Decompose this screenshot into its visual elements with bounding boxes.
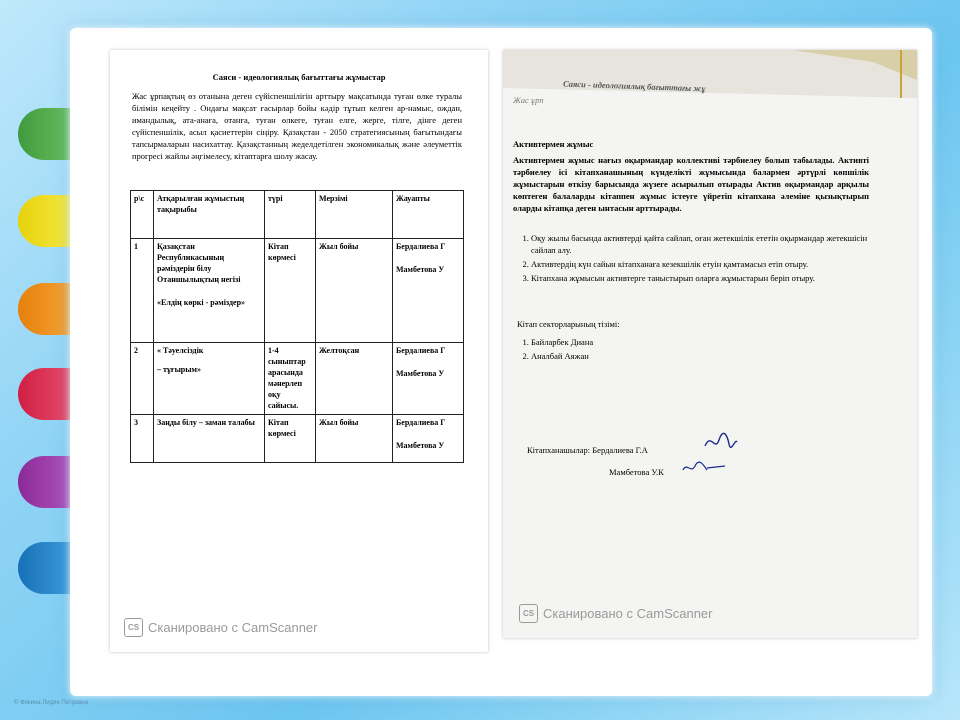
- list-item: 2. Активтердің күн сайын кітапханаға кезекшілік етуін қамтамасыз етіп отыру.: [531, 258, 879, 270]
- cell-topic: [154, 343, 265, 415]
- list-item: 1. Байларбек Диана: [531, 336, 831, 348]
- table-row: [131, 343, 464, 415]
- cell-resp-1: Бердалиева Г: [396, 346, 446, 355]
- signature-1-graphic: [703, 430, 739, 452]
- cell-resp-2: Мамбетова У: [396, 265, 445, 274]
- tasks-list: [515, 232, 879, 286]
- cell-date: Жыл бойы: [316, 239, 393, 343]
- back-page-title-peek: Саяси - идеологиялық бағыттағы жұ: [562, 78, 706, 94]
- events-table: [130, 190, 464, 463]
- cell-date: Желтоқсан: [316, 343, 393, 415]
- cell-topic-main: « Тәуелсіздік: [157, 346, 204, 355]
- sector-list: [515, 336, 831, 364]
- cell-topic-main: Қазақстан Республикасының рәміздерін білу Отаншылықтың негізі: [157, 242, 241, 284]
- table-row: [131, 415, 464, 463]
- left-page-title: Саяси - идеологиялық бағыттағы жұмыстар: [212, 72, 386, 82]
- librarians-label: Кітапханашылар: Бердалиева Г.А: [527, 445, 648, 455]
- cell-num: 1: [131, 239, 154, 343]
- cell-topic-sub: «Елдің көркі - рәміздер»: [157, 298, 246, 307]
- cell-type: Кітап көрмесі: [265, 415, 316, 463]
- camscanner-text: Сканировано с CamScanner: [148, 620, 318, 635]
- sector-title: Кітап секторларының тізімі:: [517, 319, 620, 329]
- back-page-text-peek: Жас ұрп: [513, 95, 544, 105]
- signature-2-graphic: [681, 460, 727, 476]
- col-header-num: р\с: [131, 191, 154, 239]
- col-header-date: Мерзімі: [316, 191, 393, 239]
- table-row: [131, 239, 464, 343]
- col-header-topic: Атқарылған жұмыстың тақырыбы: [154, 191, 265, 239]
- list-item: 1. Оқу жылы басында активтерді қайта сайлап, оған жетекшілік ететін оқырмандар жетекшісін сайлап алу.: [531, 232, 879, 256]
- cell-responsible: [393, 343, 464, 415]
- cell-topic: [154, 239, 265, 343]
- list-item: 2. Аналбай Аяжан: [531, 350, 831, 362]
- section-paragraph: Активтермен жұмыс нағыз оқырмандар коллективі тәрбиелеу болып табылады. Активті тәрбиелеу ісі кітапханашының күнделікті жұмысында балармен әртүрлі көпшілік жұмыстарын өткізу барысында жүзеге асырылып отырады Актив оқырмандар арқылы көптеген балаларды кітаппен жұмыс істеуге үйретіп кітапхана әлеміне қызықтырып оларды кітапқа деген ынтасын арттырады.: [513, 155, 869, 213]
- scanned-page-left: [110, 50, 488, 652]
- cell-responsible: [393, 239, 464, 343]
- list-item: 3. Кітапхана жұмысын активтерге таныстырып оларға жұмыстарын беріп отыру.: [531, 272, 879, 284]
- cell-resp-1: Бердалиева Г: [396, 242, 446, 251]
- cell-responsible: [393, 415, 464, 463]
- scanned-page-right: [503, 50, 917, 638]
- cell-num: 2: [131, 343, 154, 415]
- col-header-type: түрі: [265, 191, 316, 239]
- camscanner-watermark: [124, 618, 317, 637]
- camscanner-text: Сканировано с CamScanner: [543, 606, 713, 621]
- cell-resp-1: Бердалиева Г: [396, 418, 446, 427]
- camscanner-watermark: [519, 604, 712, 623]
- cell-topic-sub: – тұғырым»: [157, 365, 201, 374]
- copyright-footer: © Фокина Лидия Петровна: [14, 700, 89, 706]
- cell-resp-2: Мамбетова У: [396, 441, 445, 450]
- cell-date: Жыл бойы: [316, 415, 393, 463]
- cell-type: 1-4 сыныптар арасында мәнерлеп оқу сайысы.: [265, 343, 316, 415]
- table-header-row: [131, 191, 464, 239]
- left-page-intro: Жас ұрпақтың өз отанына деген сүйіспеншілігін арттыру мақсатында туған өлке туралы білімін кеңейту . Ондағы мақсат ғасырлар бойы кәдір тұтып келген ар-намыс, ождан, имандылық, ата-анаға, отанға, туған өлкеге, туған елге, жерге, тілге, дінге деген сүйіспеншілік, асыл қасиеттерін сіңіру. Қазақстан - 2050 стратегиясының бағытындағы тапсырмаларын насихаттау. Қазақстанның жеделдетілген экономикалық және әлеуметтік прогресі жайлы әңгімелесу, кітаптарға шолу жасау.: [132, 91, 462, 161]
- camscanner-icon: CS: [124, 618, 143, 637]
- cell-topic: Заңды білу – заман талабы: [154, 415, 265, 463]
- section-title: Активтермен жұмыс: [513, 139, 594, 149]
- col-header-responsible: Жауапты: [393, 191, 464, 239]
- cell-resp-2: Мамбетова У: [396, 369, 445, 378]
- cell-num: 3: [131, 415, 154, 463]
- librarian-2: Мамбетова У.К: [609, 467, 664, 477]
- camscanner-icon: CS: [519, 604, 538, 623]
- cell-type: Кітап көрмесі: [265, 239, 316, 343]
